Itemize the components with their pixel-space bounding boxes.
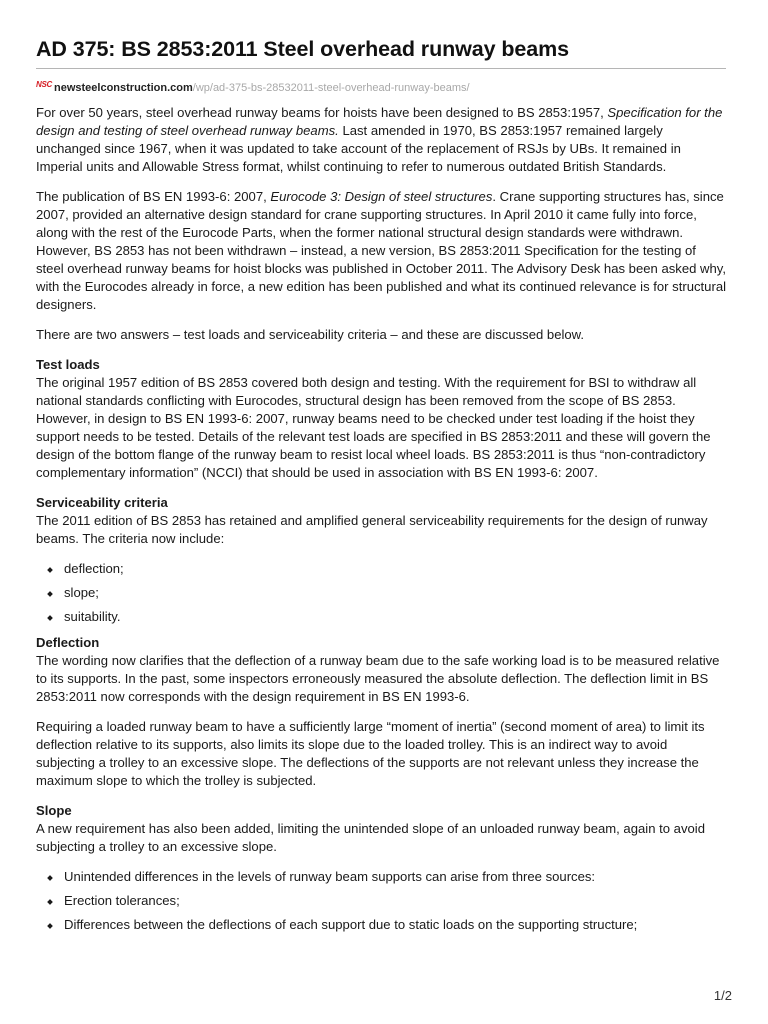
source-domain-link[interactable]: newsteelconstruction.com <box>54 82 193 94</box>
slope-heading: Slope <box>36 803 72 818</box>
list-item: Unintended differences in the levels of runway beam supports can arise from three sources: <box>36 868 726 886</box>
test-loads-heading: Test loads <box>36 357 100 372</box>
document-page <box>36 36 726 942</box>
page-number: 1/2 <box>713 988 732 1003</box>
bullet-icon <box>47 567 53 573</box>
article-title: AD 375: BS 2853:2011 Steel overhead runway beams <box>36 37 569 61</box>
slope-list <box>36 868 726 934</box>
bullet-icon <box>47 923 53 929</box>
list-item: suitability. <box>36 608 726 626</box>
criteria-list <box>36 560 726 626</box>
bullet-icon <box>47 591 53 597</box>
deflection-paragraph-2: Requiring a loaded runway beam to have a sufficiently large “moment of inertia” (second moment of area) to limit its deflection relative to its supports, also limits its slope due to the loaded trolley. This is an indirect way to avoid subjecting a trolley to an excessive slope. The deflections of the supports are not relevant unless they increase the maximum slope to which the trolley is subjected. <box>36 719 705 788</box>
list-item: slope; <box>36 584 726 602</box>
source-line <box>36 78 726 95</box>
bullet-icon <box>47 615 53 621</box>
serviceability-heading: Serviceability criteria <box>36 495 168 510</box>
slope-paragraph: A new requirement has also been added, limiting the unintended slope of an unloaded runway beam, again to avoid subjecting a trolley to an excessive slope. <box>36 821 705 854</box>
list-item: Erection tolerances; <box>36 892 726 910</box>
nsc-logo-icon: NSC <box>36 80 52 89</box>
bullet-icon <box>47 899 53 905</box>
serviceability-paragraph: The 2011 edition of BS 2853 has retained and amplified general serviceability requirements for the design of runway beams. The criteria now include: <box>36 513 708 546</box>
title-divider <box>36 68 726 69</box>
article-body <box>36 104 726 934</box>
list-item: deflection; <box>36 560 726 578</box>
deflection-paragraph-1: The wording now clarifies that the deflection of a runway beam due to the safe working load is to be measured relative to its supports. In the past, some inspectors erroneously measured the absolute deflection. The deflection limit in BS 2853:2011 now corresponds with the design requirement in BS EN 1993-6. <box>36 653 720 704</box>
test-loads-paragraph: The original 1957 edition of BS 2853 covered both design and testing. With the requirement for BSI to withdraw all national standards conflicting with Eurocodes, structural design has been removed from the scope of BS 2853. However, in design to BS EN 1993-6: 2007, runway beams need to be checked under test loading if the hoist they support needs to be tested. Details of the relevant test loads are specified in BS 2853:2011 and these will govern the design of the bottom flange of the runway beam to resist local wheel loads. BS 2853:2011 is thus “non-contradictory complementary information” (NCCI) that should be used in association with BS EN 1993-6: 2007. <box>36 375 711 480</box>
bullet-icon <box>47 875 53 881</box>
two-answers-paragraph: There are two answers – test loads and serviceability criteria – and these are discussed below. <box>36 327 585 342</box>
source-path-link[interactable]: /wp/ad-375-bs-28532011-steel-overhead-runway-beams/ <box>192 82 470 94</box>
list-item: Differences between the deflections of each support due to static loads on the supporting structure; <box>36 916 726 934</box>
deflection-heading: Deflection <box>36 635 100 650</box>
eurocode-paragraph: The publication of BS EN 1993-6: 2007, Eurocode 3: Design of steel structures. Crane supporting structures has, since 2007, provided an alternative design standard for crane supporting structures. In April 2010 it came fully into force, along with the rest of the Eurocode Parts, when the former national structural design standards were withdrawn. However, BS 2853 has not been withdrawn – instead, a new version, BS 2853:2011 Specification for the testing of steel overhead runway beams for hoist blocks was published in October 2011. The Advisory Desk has been asked why, with the Eurocodes already in force, a new edition has been published and what its continued relevance is for structural designers. <box>36 189 727 312</box>
intro-paragraph: For over 50 years, steel overhead runway beams for hoists have been designed to BS 2853:1957, Specification for the design and testing of steel overhead runway beams. Last amended in 1970, BS 2853:1957 remained largely unchanged since 1967, when it was updated to take account of the replacement of RSJs by UBs. It remained in Imperial units and Allowable Stress format, whilst continuing to refer to numerous outdated British Standards. <box>36 105 723 174</box>
